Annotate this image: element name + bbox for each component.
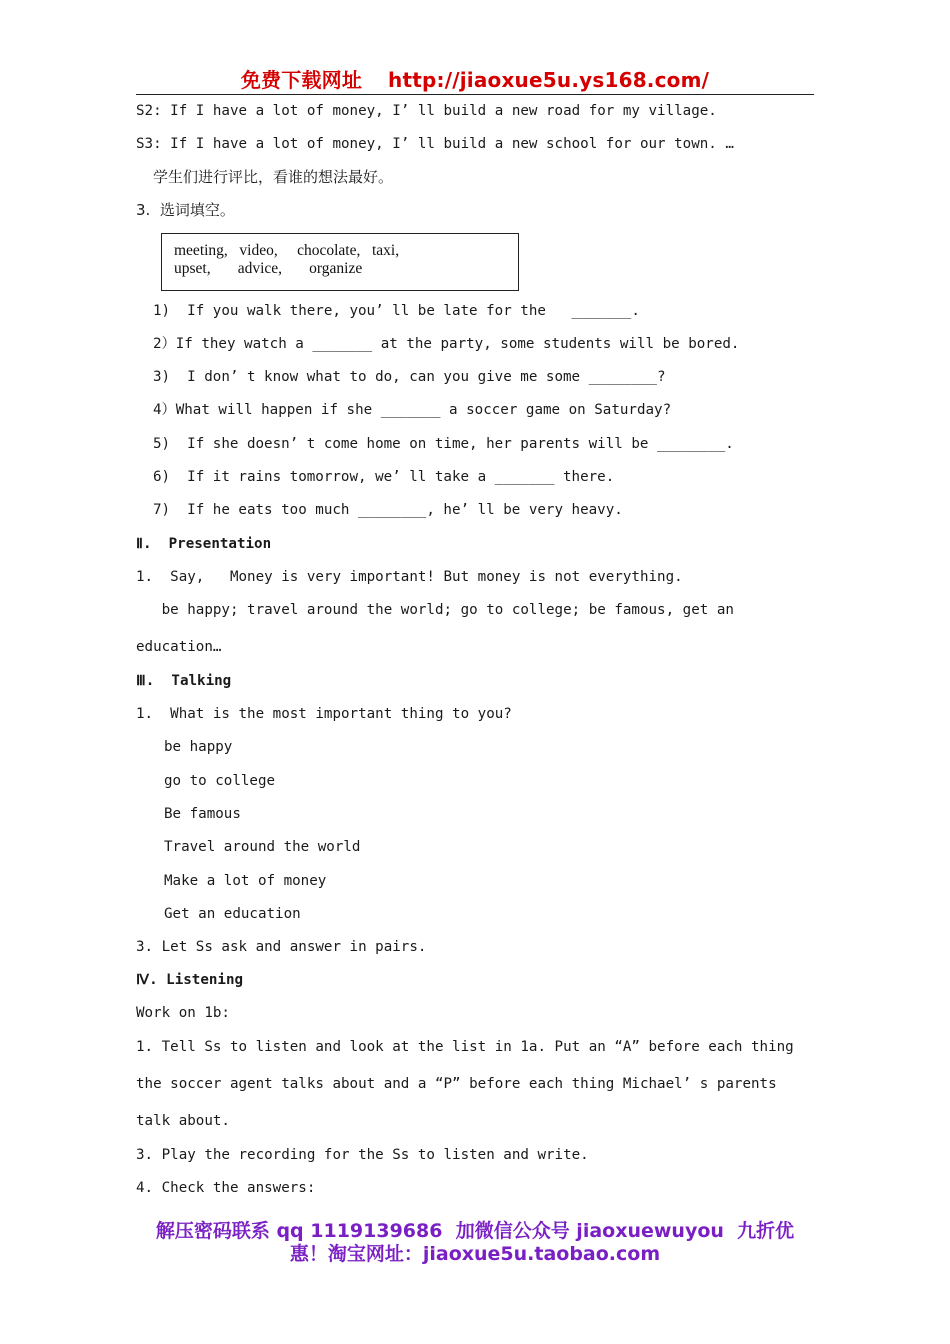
blank-item: 3) I don’ t know what to do, can you give me some ________? bbox=[153, 369, 666, 385]
blank-item: 1) If you walk there, you’ ll be late for the _______. bbox=[153, 303, 640, 319]
listening-heading: Ⅳ. Listening bbox=[136, 972, 244, 988]
talking-option: Travel around the world bbox=[164, 839, 361, 855]
footer-line-1: 解压密码联系 qq 1119139686 加微信公众号 jiaoxuewuyou 九折优 bbox=[155, 1220, 795, 1242]
blank-item: 2）If they watch a _______ at the party, some students will be bored. bbox=[153, 336, 740, 352]
footer-line-2: 惠！淘宝网址：jiaoxue5u.taobao.com bbox=[289, 1243, 661, 1265]
talking-option: Be famous bbox=[164, 806, 241, 822]
dialogue-s3: S3: If I have a lot of money, I’ ll build a new school for our town. … bbox=[136, 136, 734, 152]
talking-option: Get an education bbox=[164, 906, 301, 922]
listening-item-1c: talk about. bbox=[136, 1113, 230, 1129]
task3-title bbox=[136, 201, 235, 220]
presentation-item-1: 1. Say, Money is very important! But money is not everything. bbox=[136, 569, 683, 585]
talking-option: Make a lot of money bbox=[164, 873, 327, 889]
header-site-url[interactable]: http://jiaoxue5u.ys168.com/ bbox=[388, 68, 710, 92]
word-box-row-1: meeting, video, chocolate, taxi, bbox=[174, 242, 400, 259]
task3-title-text: 3. 选词填空。 bbox=[136, 201, 235, 219]
word-box bbox=[161, 233, 519, 291]
listening-item-4: 4. Check the answers: bbox=[136, 1180, 316, 1196]
listening-work: Work on 1b: bbox=[136, 1005, 230, 1021]
dialogue-s2: S2: If I have a lot of money, I’ ll build a new road for my village. bbox=[136, 103, 717, 119]
header-site-label: 免费下载网址 bbox=[240, 68, 363, 92]
listening-item-1a: 1. Tell Ss to listen and look at the list in 1a. Put an “A” before each thing bbox=[136, 1039, 794, 1055]
word-box-row-2: upset, advice, organize bbox=[174, 260, 363, 277]
page-header bbox=[136, 66, 814, 95]
blank-item: 6) If it rains tomorrow, we’ ll take a _______ there. bbox=[153, 469, 615, 485]
talking-option: be happy bbox=[164, 739, 233, 755]
blank-item: 7) If he eats too much ________, he’ ll be very heavy. bbox=[153, 502, 623, 518]
blank-item: 4）What will happen if she _______ a soccer game on Saturday? bbox=[153, 402, 672, 418]
presentation-item-1-end: education… bbox=[136, 639, 222, 655]
talking-option: go to college bbox=[164, 773, 276, 789]
talking-item-3: 3. Let Ss ask and answer in pairs. bbox=[136, 939, 427, 955]
presentation-heading: Ⅱ. Presentation bbox=[136, 536, 272, 552]
listening-item-3: 3. Play the recording for the Ss to listen and write. bbox=[136, 1147, 589, 1163]
presentation-item-1-cont: be happy; travel around the world; go to college; be famous, get an bbox=[136, 602, 734, 618]
listening-item-1b: the soccer agent talks about and a “P” before each thing Michael’ s parents bbox=[136, 1076, 777, 1092]
blank-item: 5) If she doesn’ t come home on time, her parents will be ________. bbox=[153, 436, 734, 452]
talking-item-1: 1. What is the most important thing to you? bbox=[136, 706, 512, 722]
talking-heading: Ⅲ. Talking bbox=[136, 673, 232, 689]
chinese-note: 学生们进行评比，看谁的想法最好。 bbox=[153, 168, 394, 186]
